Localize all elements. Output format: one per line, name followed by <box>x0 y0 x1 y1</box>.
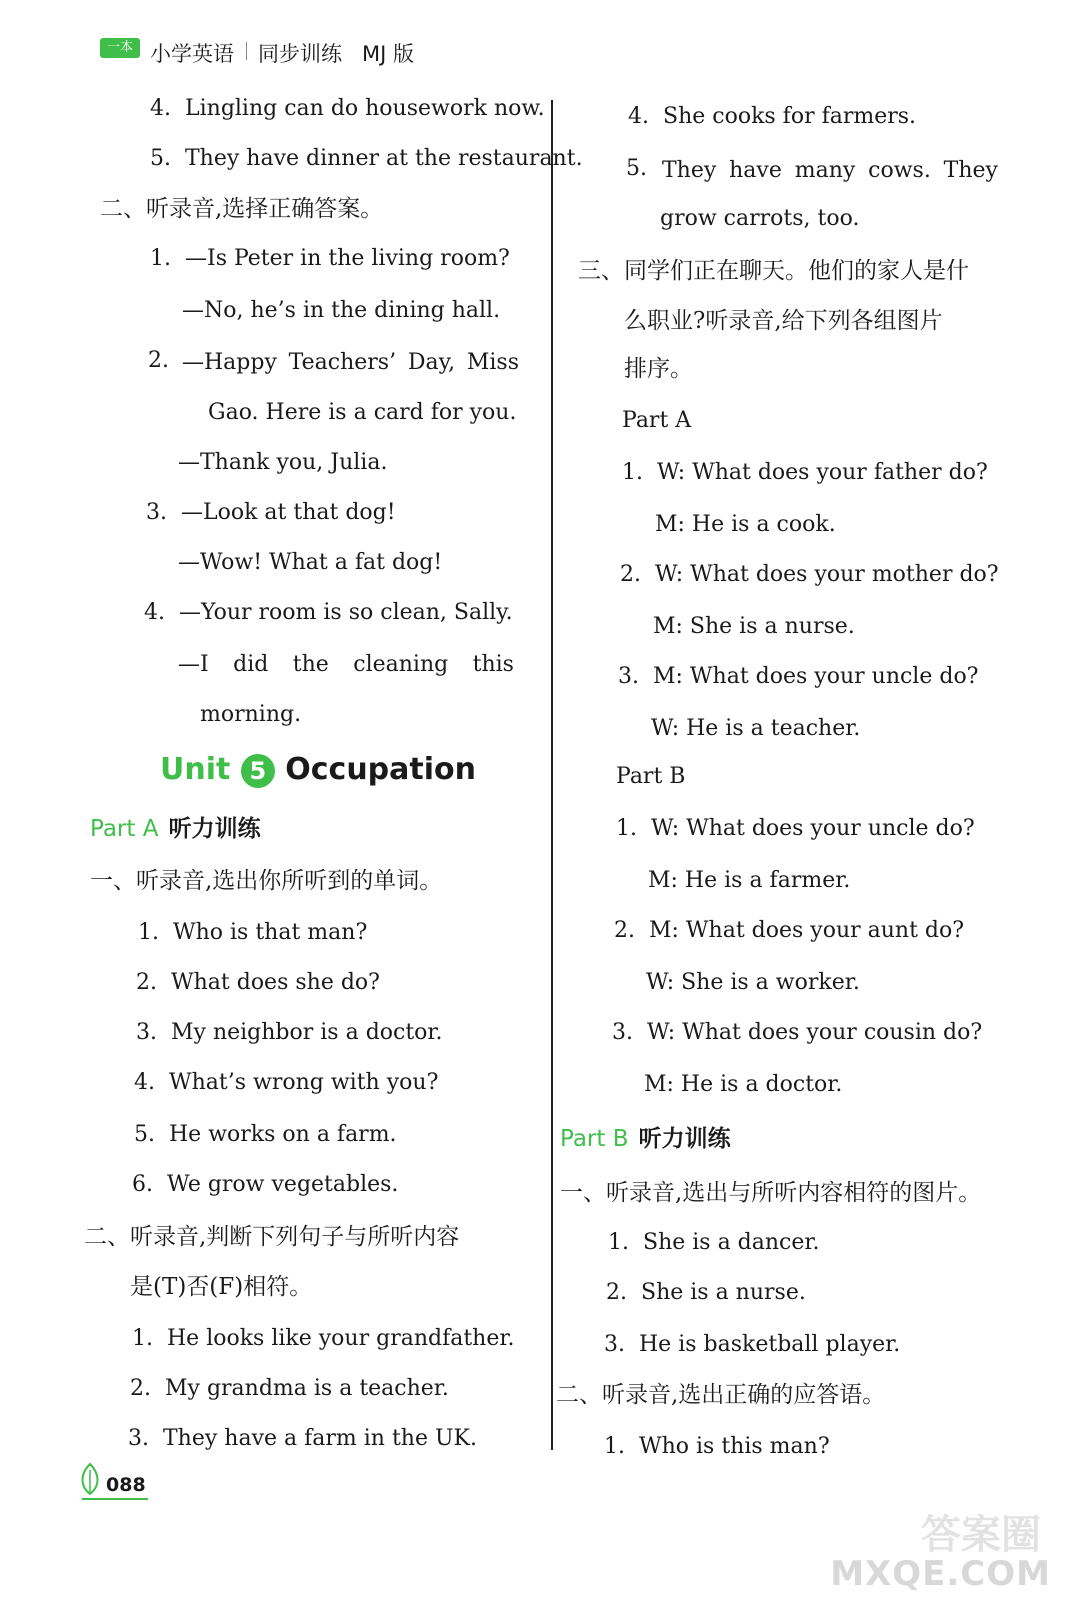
dialog-line-justified: —I did the cleaning this <box>178 652 514 677</box>
column-divider <box>551 100 553 1450</box>
brand-logo-text: 一本 <box>106 40 133 55</box>
unit-word: Unit <box>160 752 231 787</box>
list-item: 3. They have a farm in the UK. <box>128 1426 477 1451</box>
list-item: 1. He looks like your grandfather. <box>132 1326 515 1351</box>
section-heading: 二、听录音,选择正确答案。 <box>100 196 384 222</box>
brand-logo <box>100 38 140 58</box>
dialog-line: 1. W: What does your father do? <box>622 460 988 485</box>
dialog-line: M: He is a cook. <box>655 512 836 537</box>
dialog-line: 1. W: What does your uncle do? <box>616 816 975 841</box>
dialog-line: M: She is a nurse. <box>653 614 855 639</box>
list-item: 4. Lingling can do housework now. <box>150 96 545 121</box>
list-item: 4. She cooks for farmers. <box>628 104 917 129</box>
dialog-line: 2. M: What does your aunt do? <box>614 918 965 943</box>
section-heading-cont: 么职业?听录音,给下列各组图片 <box>624 308 943 334</box>
section-heading-cont: 排序。 <box>624 356 693 382</box>
section-heading: 一、听录音,选出你所听到的单词。 <box>90 868 443 894</box>
part-label: Part B <box>616 764 686 789</box>
list-item: 4. What’s wrong with you? <box>134 1070 439 1095</box>
header-separator <box>246 42 247 60</box>
section-heading: 二、听录音,判断下列句子与所听内容 <box>84 1224 460 1250</box>
unit-number-badge: 5 <box>241 754 275 788</box>
dialog-line: —Wow! What a fat dog! <box>178 550 443 575</box>
list-item: 2. She is a nurse. <box>606 1280 806 1305</box>
section-heading-cont: 是(T)否(F)相符。 <box>130 1274 313 1300</box>
dialog-line: morning. <box>200 702 302 727</box>
list-item: 2. My grandma is a teacher. <box>130 1376 449 1401</box>
section-heading: 二、听录音,选出正确的应答语。 <box>556 1382 886 1408</box>
list-item-cont: grow carrots, too. <box>660 206 860 231</box>
list-item: 1. She is a dancer. <box>608 1230 820 1255</box>
header-edition: MJ 版 <box>362 42 414 66</box>
dialog-line: 3. —Look at that dog! <box>146 500 396 525</box>
dialog-line: W: She is a worker. <box>646 970 860 995</box>
list-item: 3. My neighbor is a doctor. <box>136 1020 443 1045</box>
page-number: 088 <box>106 1474 146 1496</box>
list-item: 1. Who is this man? <box>604 1434 830 1459</box>
dialog-line: 1. —Is Peter in the living room? <box>150 246 510 271</box>
part-a-heading: Part A 听力训练 <box>90 816 261 842</box>
section-heading: 三、同学们正在聊天。他们的家人是什 <box>578 258 969 284</box>
header-subject: 小学英语 <box>150 42 234 66</box>
dialog-line-justified: —Happy Teachers’ Day, Miss <box>182 350 519 375</box>
list-item: 5. He works on a farm. <box>134 1122 397 1147</box>
list-item: 3. He is basketball player. <box>604 1332 901 1357</box>
part-label: Part A <box>622 408 692 433</box>
dialog-line: —Thank you, Julia. <box>178 450 388 475</box>
dialog-line: 4. —Your room is so clean, Sally. <box>144 600 513 625</box>
leaf-icon <box>78 1462 102 1496</box>
unit-heading <box>160 752 476 788</box>
dialog-line: M: He is a farmer. <box>648 868 851 893</box>
list-item: 1. Who is that man? <box>138 920 368 945</box>
page-number-group <box>78 1462 102 1496</box>
watermark-cn: 答案圈 <box>921 1512 1041 1558</box>
header-series: 同步训练 <box>258 42 342 66</box>
page-number-underline <box>82 1498 148 1500</box>
dialog-line: W: He is a teacher. <box>651 716 861 741</box>
list-item-justified: They have many cows. They <box>662 158 998 183</box>
dialog-line: 3. W: What does your cousin do? <box>612 1020 983 1045</box>
list-item: 5. They have dinner at the restaurant. <box>150 146 583 171</box>
watermark-url: MXQE.COM <box>830 1554 1051 1594</box>
part-b-heading: Part B 听力训练 <box>560 1126 731 1152</box>
dialog-line: Gao. Here is a card for you. <box>208 400 517 425</box>
list-item: 2. What does she do? <box>136 970 380 995</box>
unit-title: Occupation <box>285 752 476 787</box>
dialog-line: —No, he’s in the dining hall. <box>182 298 501 323</box>
dialog-line: 3. M: What does your uncle do? <box>618 664 979 689</box>
section-heading: 一、听录音,选出与所听内容相符的图片。 <box>560 1180 982 1206</box>
dialog-number: 2. <box>148 348 169 373</box>
list-number: 5. <box>626 156 647 181</box>
dialog-line: 2. W: What does your mother do? <box>620 562 999 587</box>
dialog-line: M: He is a doctor. <box>644 1072 843 1097</box>
list-item: 6. We grow vegetables. <box>132 1172 399 1197</box>
